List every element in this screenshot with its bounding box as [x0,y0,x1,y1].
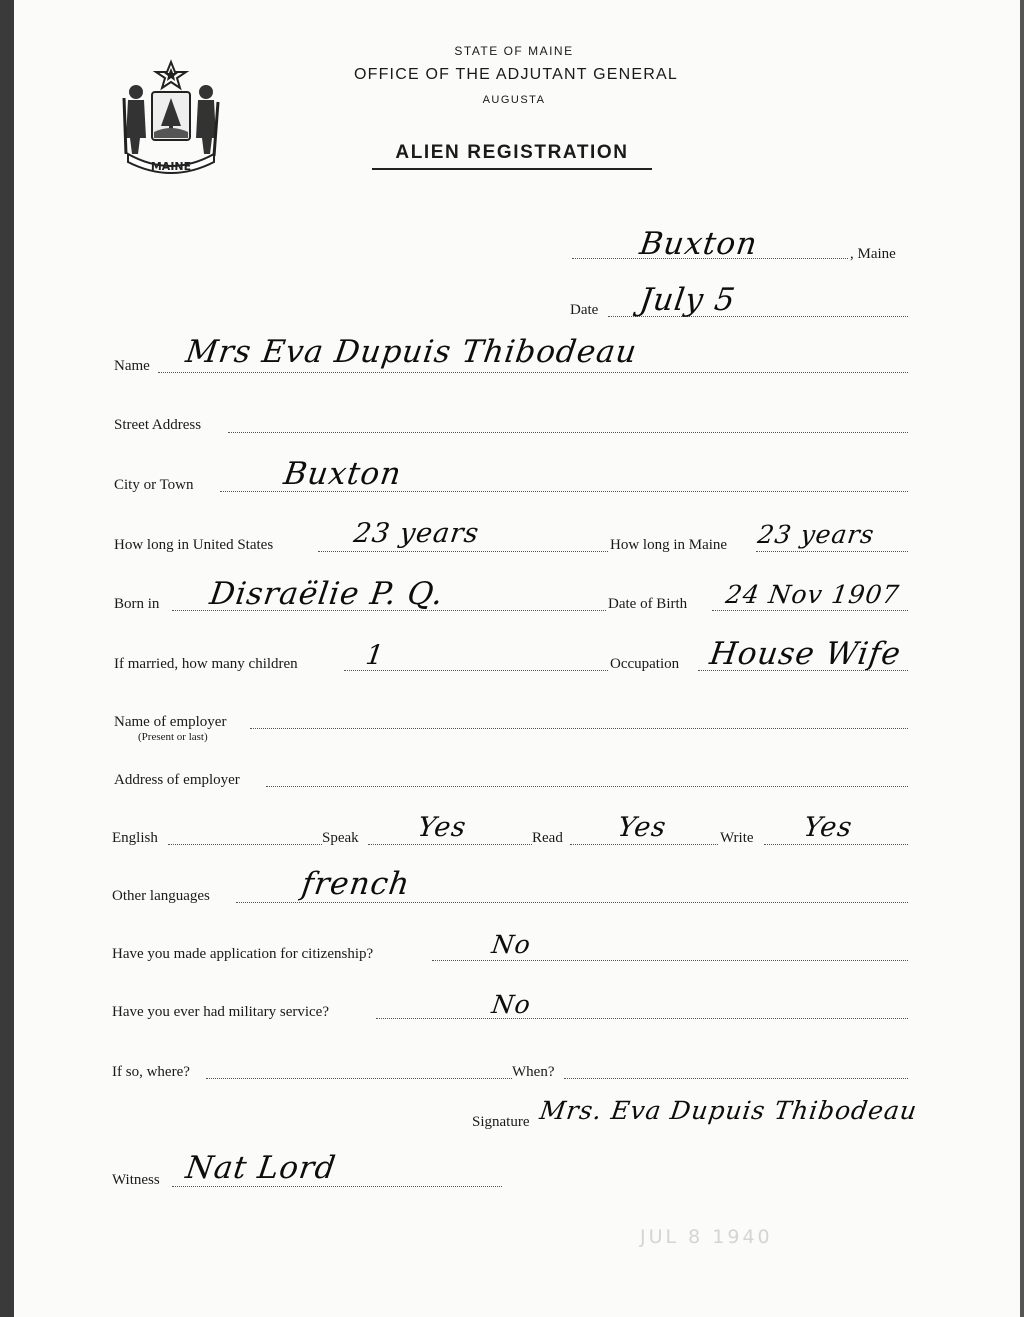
speak-label: Speak [322,830,359,846]
children-entry: 1 [363,640,387,671]
employer-address-line [266,786,908,787]
city-label: City or Town [114,477,194,493]
employer-line [250,728,908,729]
military-line [376,1018,908,1019]
maine-label: , Maine [850,246,896,262]
street-address-line [228,432,908,433]
dob-line [712,610,908,611]
english-label: English [112,830,158,846]
english-line [168,844,322,845]
witness-entry: Nat Lord [183,1150,339,1186]
scan-edge-right [1020,0,1024,1317]
years-us-line [318,551,608,552]
years-maine-entry: 23 years [755,520,877,549]
other-languages-label: Other languages [112,888,210,904]
name-label: Name [114,358,150,374]
read-label: Read [532,830,563,846]
occupation-entry: House Wife [707,636,904,672]
city-entry: Buxton [281,456,404,492]
received-stamp: JUL 8 1940 [640,1226,773,1248]
date-entry: July 5 [637,282,738,318]
seal-banner-text: MAINE [150,160,192,173]
read-line [570,844,718,845]
years-us-label: How long in United States [114,537,274,553]
write-entry: Yes [801,812,855,843]
scan-edge-left [0,0,14,1317]
header-city: AUGUSTA [482,94,546,106]
citizenship-entry: No [489,930,533,959]
name-line [158,372,908,373]
read-entry: Yes [615,812,669,843]
town-entry: Buxton [637,226,760,262]
employer-sublabel: (Present or last) [138,731,208,743]
military-entry: No [489,990,533,1019]
title-underline [372,168,652,170]
name-entry: Mrs Eva Dupuis Thibodeau [183,334,640,370]
street-address-label: Street Address [114,417,202,433]
military-label: Have you ever had military service? [112,1004,329,1020]
dob-label: Date of Birth [608,596,688,612]
write-line [764,844,908,845]
occupation-label: Occupation [610,656,680,672]
witness-label: Witness [112,1172,160,1188]
witness-line [172,1186,502,1187]
when-line [564,1078,908,1079]
years-maine-line [756,551,908,552]
citizenship-label: Have you made application for citizenship? [112,946,374,962]
write-label: Write [720,830,754,846]
children-label: If married, how many children [114,656,298,672]
employer-label: Name of employer [114,714,227,730]
speak-line [368,844,532,845]
speak-entry: Yes [415,812,469,843]
when-label: When? [512,1064,555,1080]
dob-entry: 24 Nov 1907 [723,580,902,609]
header-state: STATE OF MAINE [454,44,574,58]
date-label: Date [570,302,599,318]
children-line [344,670,608,671]
other-languages-entry: french [299,866,413,902]
other-languages-line [236,902,908,903]
header-office: OFFICE OF THE ADJUTANT GENERAL [353,66,679,83]
years-us-entry: 23 years [351,518,482,549]
signature-label: Signature [472,1114,530,1130]
born-in-entry: Disraëlie P. Q. [207,576,446,612]
citizenship-line [432,960,908,961]
born-in-label: Born in [114,596,160,612]
years-maine-label: How long in Maine [610,537,728,553]
employer-address-label: Address of employer [114,772,240,788]
where-line [206,1078,512,1079]
where-label: If so, where? [112,1064,190,1080]
signature-entry: Mrs. Eva Dupuis Thibodeau [537,1096,920,1125]
form-title: ALIEN REGISTRATION [395,142,629,163]
